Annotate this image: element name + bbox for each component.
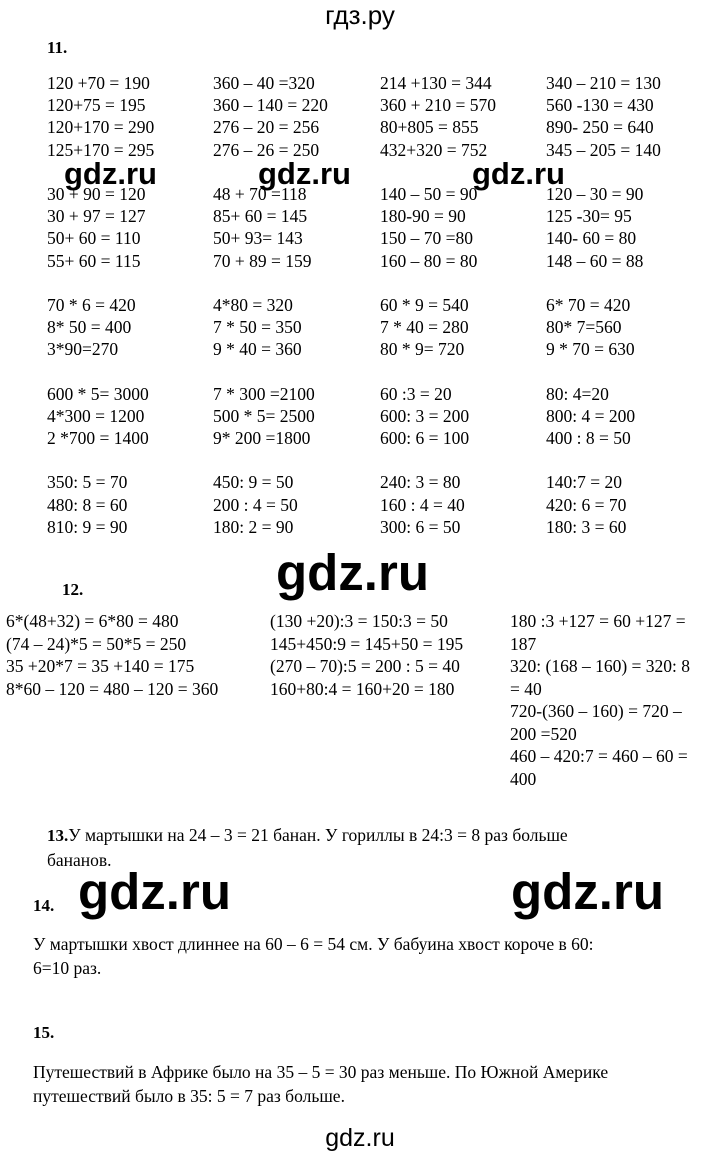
equation-line: 9 * 40 = 360 xyxy=(213,339,302,360)
exercise-14-line-1: У мартышки хвост длиннее на 60 – 6 = 54 см. У бабуина хвост короче в 60: xyxy=(33,934,594,954)
equation-line: 160+80:4 = 160+20 = 180 xyxy=(270,678,455,699)
equation-line: 240: 3 = 80 xyxy=(380,472,461,493)
exercise-14-line-2: 6=10 раз. xyxy=(33,958,102,978)
exercise-15-line-1: Путешествий в Африке было на 35 – 5 = 30 раз меньше. По Южной Америке xyxy=(33,1062,609,1082)
watermark-gdz-1: gdz.ru xyxy=(64,156,157,191)
equation-line: 48 + 70 =118 xyxy=(213,183,307,204)
equation-line: 560 -130 = 430 xyxy=(546,95,654,116)
equation-line: 890- 250 = 640 xyxy=(546,117,654,138)
equation-line: 50+ 60 = 110 xyxy=(47,228,141,249)
equation-line: (74 – 24)*5 = 50*5 = 250 xyxy=(6,633,187,654)
equation-line: 800: 4 = 200 xyxy=(546,405,636,426)
equation-line: 400 xyxy=(510,768,537,789)
watermark-gdz-3: gdz.ru xyxy=(472,156,565,191)
equation-line: 60 * 9 = 540 xyxy=(380,294,469,315)
exercise-15-line-2: путешествий было в 35: 5 = 7 раз больше. xyxy=(33,1086,345,1106)
equation-line: 4*80 = 320 xyxy=(213,294,293,315)
equation-line: 120+75 = 195 xyxy=(47,95,146,116)
equation-line: 3*90=270 xyxy=(47,339,119,360)
blank-line xyxy=(47,360,154,382)
equation-line: 360 + 210 = 570 xyxy=(380,95,496,116)
equation-line: 400 : 8 = 50 xyxy=(546,428,631,448)
equation-line: 8*60 – 120 = 480 – 120 = 360 xyxy=(6,678,219,699)
equation-line: 4*300 = 1200 xyxy=(47,405,145,426)
equation-line: 200 =520 xyxy=(510,723,577,744)
ex12-column-2 xyxy=(270,610,463,700)
equation-line: 276 – 20 = 256 xyxy=(213,117,320,138)
equation-line: 180 :3 +127 = 60 +127 = xyxy=(510,611,686,631)
exercise-13-line-1: У мартышки на 24 – 3 = 21 банан. У гориллы в 24:3 = 8 раз больше xyxy=(68,825,568,845)
watermark-gdz-large-2: gdz.ru xyxy=(78,863,231,920)
blank-line xyxy=(47,272,154,294)
ex11-column-2 xyxy=(213,72,328,538)
equation-line: 600 * 5= 3000 xyxy=(47,383,149,404)
equation-line: 148 – 60 = 88 xyxy=(546,250,644,271)
equation-line: 80* 7=560 xyxy=(546,317,622,338)
equation-line: 140 – 50 = 90 xyxy=(380,183,478,204)
equation-line: 180: 3 = 60 xyxy=(546,516,627,537)
equation-line: 125 -30= 95 xyxy=(546,206,632,227)
blank-line xyxy=(546,449,661,471)
equation-line: 120 – 30 = 90 xyxy=(546,183,644,204)
equation-line: 6* 70 = 420 xyxy=(546,294,631,315)
ex11-column-3 xyxy=(380,72,496,538)
equation-line: 180: 2 = 90 xyxy=(213,516,294,537)
equation-line: 300: 6 = 50 xyxy=(380,516,461,537)
equation-line: 214 +130 = 344 xyxy=(380,73,492,93)
equation-line: 120+170 = 290 xyxy=(47,117,155,138)
equation-line: 160 : 4 = 40 xyxy=(380,494,465,515)
blank-line xyxy=(213,449,328,471)
equation-line: 80: 4=20 xyxy=(546,383,609,404)
equation-line: 720-(360 – 160) = 720 – xyxy=(510,701,682,721)
equation-line: 145+450:9 = 145+50 = 195 xyxy=(270,633,464,654)
equation-line: 600: 6 = 100 xyxy=(380,428,470,448)
equation-line: 70 * 6 = 420 xyxy=(47,294,136,315)
equation-line: 276 – 26 = 250 xyxy=(213,139,320,160)
exercise-13-line-2: бананов. xyxy=(47,850,112,870)
equation-line: 60 :3 = 20 xyxy=(380,383,452,404)
exercise-15-number: 15. xyxy=(33,1023,55,1042)
equation-line: 50+ 93= 143 xyxy=(213,228,303,249)
equation-line: 350: 5 = 70 xyxy=(47,472,128,493)
equation-line: 320: (168 – 160) = 320: 8 xyxy=(510,656,690,676)
equation-line: 200 : 4 = 50 xyxy=(213,494,298,515)
equation-line: 500 * 5= 2500 xyxy=(213,405,315,426)
exercise-12-number: 12. xyxy=(62,580,84,599)
equation-line: 8* 50 = 400 xyxy=(47,317,132,338)
equation-line: 810: 9 = 90 xyxy=(47,516,128,537)
exercise-14-number: 14. xyxy=(33,896,55,915)
equation-line: 460 – 420:7 = 460 – 60 = xyxy=(510,746,688,766)
watermark-gdz-2: gdz.ru xyxy=(258,156,351,191)
blank-line xyxy=(213,360,328,382)
equation-line: 6*(48+32) = 6*80 = 480 xyxy=(6,611,179,631)
equation-line: 7 * 40 = 280 xyxy=(380,317,469,338)
equation-line: 80+805 = 855 xyxy=(380,117,479,138)
equation-line: 70 + 89 = 159 xyxy=(213,250,312,271)
equation-line: 360 – 40 =320 xyxy=(213,73,315,93)
exercise-11-number: 11. xyxy=(47,38,68,57)
equation-line: 9* 200 =1800 xyxy=(213,428,311,448)
blank-line xyxy=(380,360,496,382)
ex12-column-3 xyxy=(510,610,690,790)
equation-line: 30 + 97 = 127 xyxy=(47,206,146,227)
blank-line xyxy=(380,272,496,294)
equation-line: 345 – 205 = 140 xyxy=(546,139,661,160)
equation-line: 340 – 210 = 130 xyxy=(546,73,661,93)
site-header: гдз.ру xyxy=(325,0,395,30)
equation-line: 125+170 = 295 xyxy=(47,139,155,160)
exercise-13-number: 13. xyxy=(47,826,69,845)
equation-line: = 40 xyxy=(510,678,542,699)
equation-line: 140- 60 = 80 xyxy=(546,228,637,249)
equation-line: 55+ 60 = 115 xyxy=(47,250,141,271)
equation-line: 7 * 300 =2100 xyxy=(213,383,315,404)
equation-line: 150 – 70 =80 xyxy=(380,228,473,249)
equation-line: 140:7 = 20 xyxy=(546,472,622,493)
equation-line: (270 – 70):5 = 200 : 5 = 40 xyxy=(270,656,460,676)
equation-line: 35 +20*7 = 35 +140 = 175 xyxy=(6,656,195,676)
watermark-gdz-large-1: gdz.ru xyxy=(276,544,429,601)
ex11-column-1 xyxy=(47,72,154,538)
equation-line: (130 +20):3 = 150:3 = 50 xyxy=(270,611,448,631)
ex11-column-4 xyxy=(546,72,661,538)
blank-line xyxy=(380,449,496,471)
equation-line: 480: 8 = 60 xyxy=(47,494,128,515)
equation-line: 7 * 50 = 350 xyxy=(213,317,302,338)
exercise-14 xyxy=(33,932,594,980)
equation-line: 160 – 80 = 80 xyxy=(380,250,478,271)
equation-line: 85+ 60 = 145 xyxy=(213,206,308,227)
watermark-gdz-large-3: gdz.ru xyxy=(511,863,664,920)
blank-line xyxy=(546,360,661,382)
equation-line: 2 *700 = 1400 xyxy=(47,428,149,448)
footer-watermark: gdz.ru xyxy=(325,1124,395,1152)
exercise-15 xyxy=(33,1060,608,1108)
blank-line xyxy=(546,272,661,294)
equation-line: 420: 6 = 70 xyxy=(546,494,627,515)
blank-line xyxy=(47,449,154,471)
equation-line: 9 * 70 = 630 xyxy=(546,339,635,360)
equation-line: 432+320 = 752 xyxy=(380,139,488,160)
equation-line: 30 + 90 = 120 xyxy=(47,183,146,204)
ex12-column-1 xyxy=(6,610,218,700)
equation-line: 360 – 140 = 220 xyxy=(213,95,328,116)
equation-line: 600: 3 = 200 xyxy=(380,405,470,426)
equation-line: 120 +70 = 190 xyxy=(47,73,150,93)
blank-line xyxy=(213,272,328,294)
equation-line: 450: 9 = 50 xyxy=(213,472,294,493)
equation-line: 180-90 = 90 xyxy=(380,206,466,227)
equation-line: 80 * 9= 720 xyxy=(380,339,465,360)
equation-line: 187 xyxy=(510,633,537,654)
